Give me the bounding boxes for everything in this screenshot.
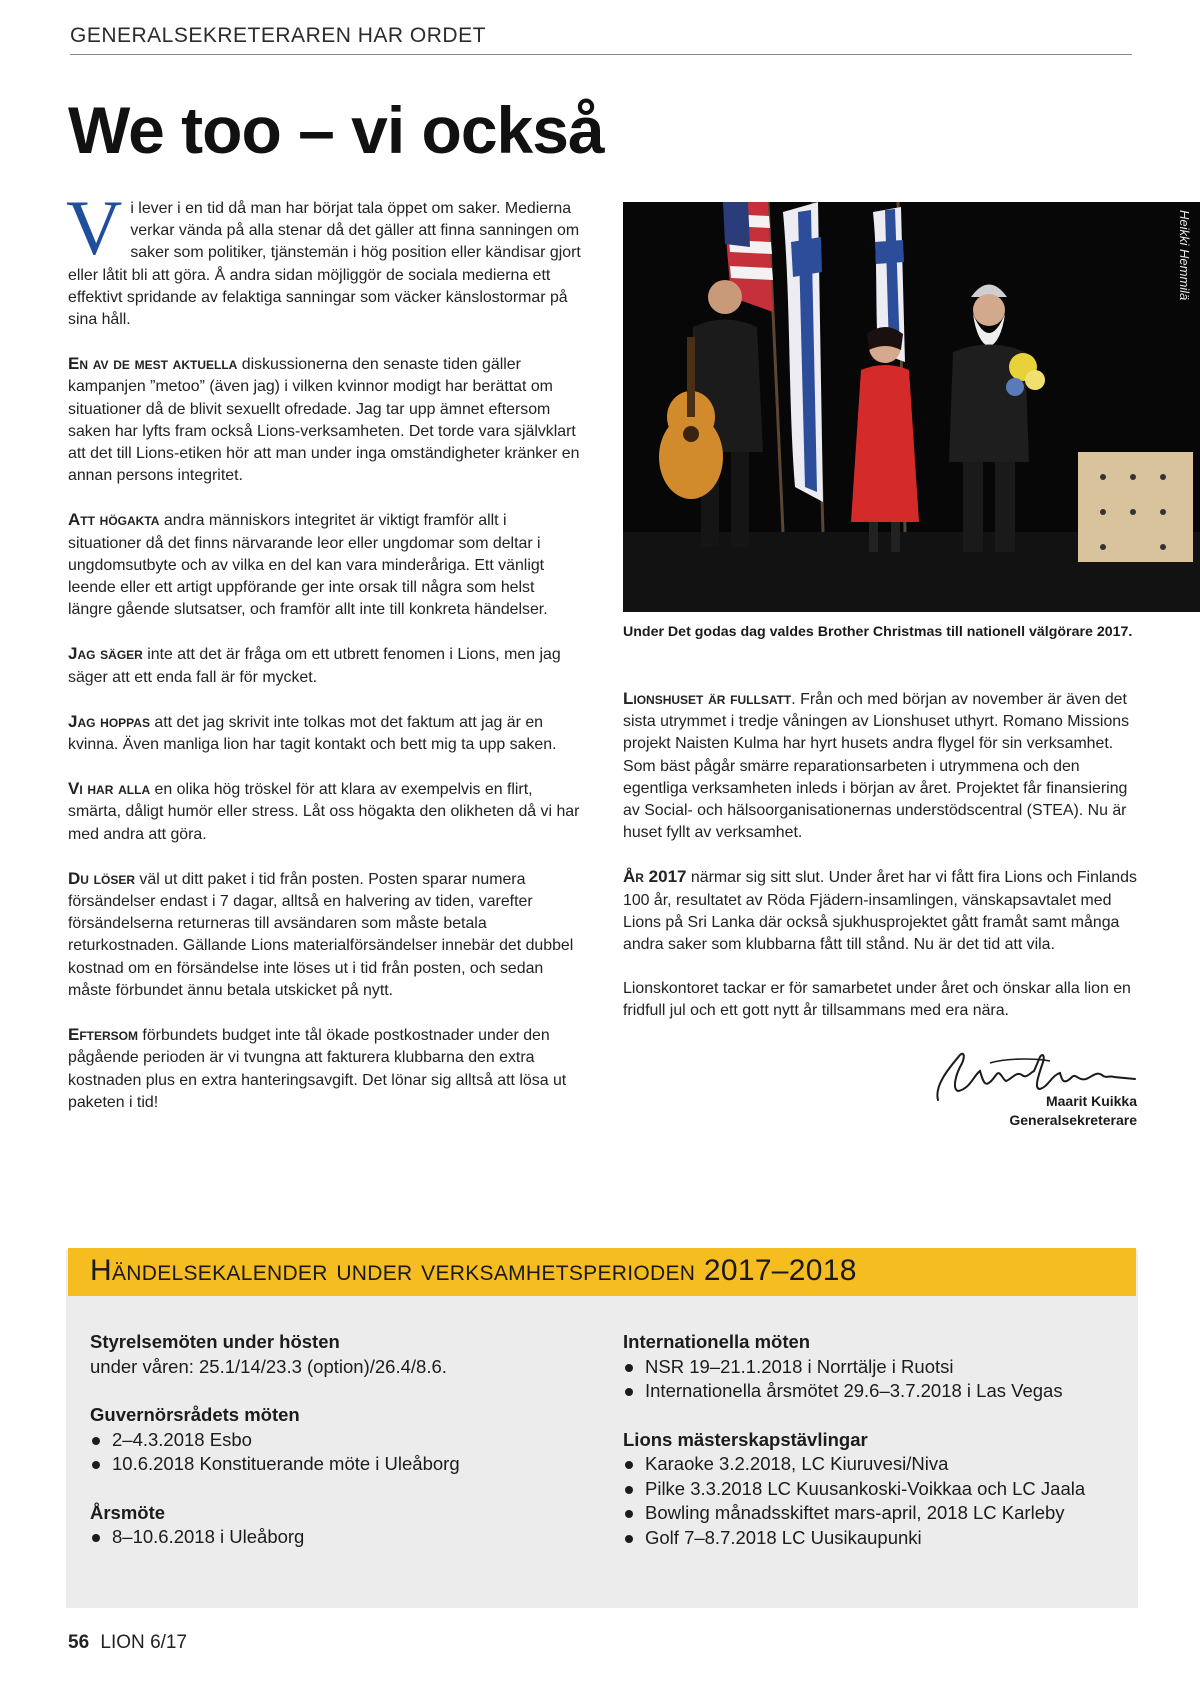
paragraph-lead: Lionshuset är fullsatt [623,689,792,708]
calendar-list [90,1525,590,1550]
calendar-group [623,1428,1133,1551]
paragraph-lead: En av de mest aktuella [68,354,238,374]
paragraph-text: Lionskontoret tackar er för samarbetet under året och önskar alla lion en fridfull jul och ett gott nytt år tillsammans med era nära. [623,980,1131,1020]
calendar-list [623,1355,1133,1404]
paragraph-text: andra människors integritet är viktigt framför allt i situationer då det finns närvarande leor eller ungdomar som deltar i ungdomsutbyte och av vilka en del kan vara minderåriga. Ett vänligt leende eller ett artigt uppförande ger inte orsak till några som helst längre gående slutsatser, och framför allt inte till konkreta händelser. [68,512,548,619]
paragraph-budget [68,1024,582,1114]
page-number: 56 [68,1632,90,1653]
paragraph-text: förbundets budget inte tål ökade postkostnader under den pågående perioden är vi tvungna att fakturera klubbarna den extra kostnaden plus en extra hanteringsavgift. Det lönar sig alltså att lösa ut paketen i tid! [68,1027,567,1111]
paragraph-lead: Att högakta [68,510,160,530]
calendar-heading: Guvernörsrådets möten [90,1404,300,1425]
magazine-name: LION [100,1632,145,1653]
calendar-heading: Årsmöte [90,1501,166,1523]
calendar-item: 2–4.3.2018 Esbo [90,1428,590,1453]
calendar-group [90,1330,590,1379]
paragraph-hope [68,711,582,756]
signature-block [1009,1092,1137,1130]
calendar-item: 8–10.6.2018 i Uleåborg [90,1525,590,1550]
section-header: GENERALSEKRETERAREN HAR ORDET [70,24,1132,55]
event-photo [623,202,1200,612]
paragraph-lead: Jag säger [68,644,143,664]
calendar-heading: Internationella möten [623,1331,811,1352]
calendar-heading: Lions mästerskapstävlingar [623,1428,868,1450]
photo-caption: Under Det godas dag valdes Brother Christmas till nationell välgörare 2017. [623,624,1133,640]
calendar-line: under våren: 25.1/14/23.3 (option)/26.4/8.6. [90,1355,447,1377]
paragraph-threshold [68,778,582,846]
paragraph-phenomenon [68,643,582,688]
calendar-left-column [90,1330,590,1574]
calendar-item: Karaoke 3.2.2018, LC Kiuruvesi/Niva [623,1452,1133,1477]
signature-name: Maarit Kuikka [1045,1093,1137,1109]
paragraph-text: att det jag skrivit inte tolkas mot det faktum att jag är en kvinna. Även manliga lion har tagit kontakt och bett mig ta upp saken. [68,713,557,754]
article-left-column [66,184,582,1136]
paragraph-text: en olika hög tröskel för att klara av exempelvis en flirt, smärta, dåligt humör eller stress. Låt oss högakta den olikheten då vi har med andra att göra. [68,781,580,843]
paragraph-lead: År 2017 [623,867,687,887]
calendar-item: Internationella årsmötet 29.6–3.7.2018 i Las Vegas [623,1379,1133,1404]
calendar-item: 10.6.2018 Konstituerande möte i Uleåborg [90,1452,590,1477]
paragraph-integrity [68,509,582,621]
paragraph-text: närmar sig sitt slut. Under året har vi fått fira Lions och Finlands 100 år, resultatet av Röda Fjädern-insamlingen, vänskapsavtalet med Lions på Sri Lanka där också sjukhusprojektet gått framåt samt många andra saker som klubbarna fått till stånd. Nu är det tid att vila. [623,869,1137,954]
calendar-heading: Styrelsemöten under hösten [90,1331,340,1352]
paragraph-text: diskussionerna den senaste tiden gäller kampanjen ”metoo” (även jag) i vilken kvinnor modigt har berättat om situationer då de blivit sexuellt ofredade. Jag tar upp ämnet eftersom saken har lyfts fram också Lions-verksamheten. Det torde vara självklart att det till Lions-etiken hör att man under inga omständigheter kränker en annan persons integritet. [68,356,580,485]
calendar-item: Bowling månadsskiftet mars-april, 2018 LC Karleby [623,1501,1133,1526]
intro-paragraph [66,184,582,331]
signature-role: Generalsekreterare [1009,1112,1137,1128]
calendar-title: Händelsekalender under verksamhetsperioden 2017–2018 [68,1248,1136,1296]
drop-cap: V [66,184,123,271]
paragraph-lead: Vi har alla [68,779,151,799]
calendar-item: NSR 19–21.1.2018 i Norrtälje i Ruotsi [623,1355,1133,1380]
paragraph-lead: Eftersom [68,1025,139,1045]
article-right-column [623,688,1143,1045]
paragraph-parcel [68,868,582,1002]
paragraph-metoo [68,353,582,487]
cajon-box [1078,452,1193,562]
calendar-list [623,1452,1133,1550]
calendar-group [623,1330,1133,1404]
stage-illustration [623,202,1200,612]
calendar-right-column [623,1330,1133,1574]
paragraph-lionshuset [623,688,1143,844]
calendar-item: Pilke 3.3.2018 LC Kuusankoski-Voikkaa och LC Jaala [623,1477,1133,1502]
calendar-list [90,1428,590,1477]
paragraph-lead: Du löser [68,868,136,888]
calendar-group [90,1403,590,1477]
calendar-group [90,1501,590,1550]
article-title: We too – vi också [68,93,604,167]
photo-credit: Heikki Hemmilä [1177,210,1192,301]
paragraph-year-2017 [623,866,1143,956]
page-footer [68,1632,187,1654]
paragraph-greeting [623,978,1143,1022]
intro-text: i lever i en tid då man har börjat tala öppet om saker. Medierna verkar vända på alla stenar då det gäller att finna sanningen om saker som politiker, tjänstemän i hög position eller kändisar gjort eller låtit bli att göra. Å andra sidan möjliggör de sociala medierna ett effektivt spridande av felaktiga sanningar som väcker känslostormar på sina håll. [68,200,581,329]
paragraph-text: . Från och med början av november är även det sista utrymmet i tredje våningen av Lionshuset uthyrt. Romano Missions projekt Naisten Kulma har hyrt husets andra flygel för sin verksamhet. Som bäst pågår smärre reparationsarbeten i utrymmena och den egentliga verksamheten inleds i början av året. Projektet får finansiering av Social- och hälsoorganisationernas understödscentral (STEA). Nu är huset fyllt av verksamhet. [623,691,1130,842]
calendar-item: Golf 7–8.7.2018 LC Uusikaupunki [623,1526,1133,1551]
paragraph-text: inte att det är fråga om ett utbrett fenomen i Lions, men jag säger att ett enda fall är för mycket. [68,646,561,686]
paragraph-lead: Jag hoppas [68,711,150,731]
issue-number: 6/17 [150,1632,188,1653]
paragraph-text: väl ut ditt paket i tid från posten. Posten sparar numera försändelser endast i 7 dagar, alltså en halvering av tiden, varefter försändelserna returneras till avsändaren som måste betala returkostnaden. Gällande Lions materialförsändelser innebär det dubbel kostnad om en försändelse inte löses ut i tid från posten, och sedan måste förbundet ännu betala utskicket på nytt. [68,870,574,999]
